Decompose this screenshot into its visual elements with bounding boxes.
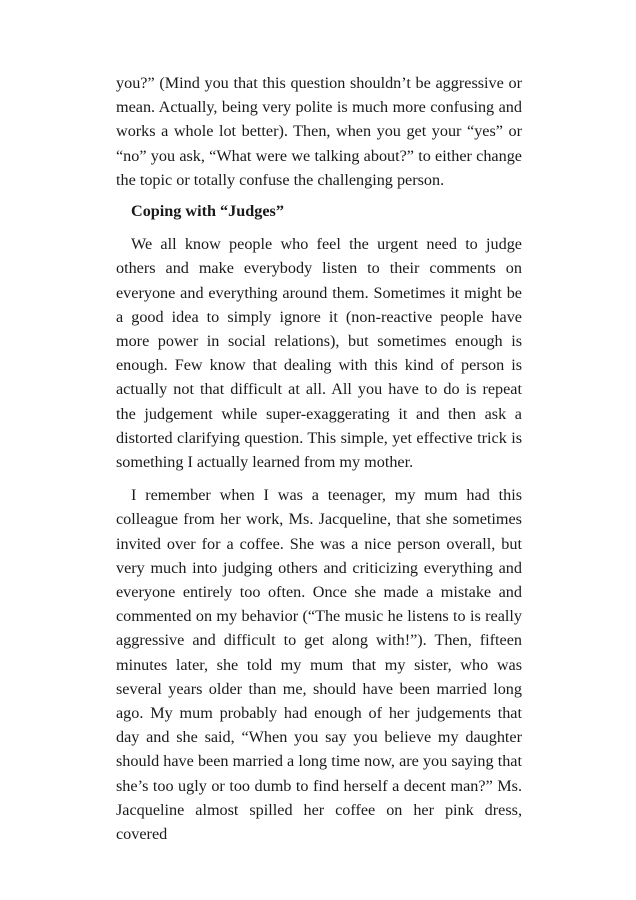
book-page (116, 71, 522, 846)
paragraph-2: We all know people who feel the urgent need to judge others and make everybody listen to their comments on everyone and everything around them. Sometimes it might be a good idea to simply ignore it (non-reactive people have more power in social relations), but sometimes enough is enough. Few know that dealing with this kind of person is actually not that difficult at all. All you have to do is repeat the judgement while super-exaggerating it and then ask a distorted clarifying question. This simple, yet effective trick is something I actually learned from my mother. (116, 235, 522, 472)
paragraph-3: I remember when I was a teenager, my mum had this colleague from her work, Ms. Jacqueline, that she sometimes invited over for a coffee. She was a nice person overall, but very much into judging others and criticizing everything and everyone entirely too often. Once she made a mistake and commented on my behavior (“The music he listens to is really aggressive and difficult to get along with!”). Then, fifteen minutes later, she told my mum that my sister, who was several years older than me, should have been married long ago. My mum probably had enough of her judgements that day and she said, “When you say you believe my daughter should have been married a long time now, are you saying that she’s too ugly or too dumb to find herself a decent man?” Ms. Jacqueline almost spilled her coffee on her pink dress, covered (116, 486, 522, 844)
section-heading: Coping with “Judges” (131, 202, 284, 221)
paragraph-1: you?” (Mind you that this question shouldn’t be aggressive or mean. Actually, being very polite is much more confusing and works a whole lot better). Then, when you get your “yes” or “no” you ask, “What were we talking about?” to either change the topic or totally confuse the challenging person. (116, 74, 522, 189)
